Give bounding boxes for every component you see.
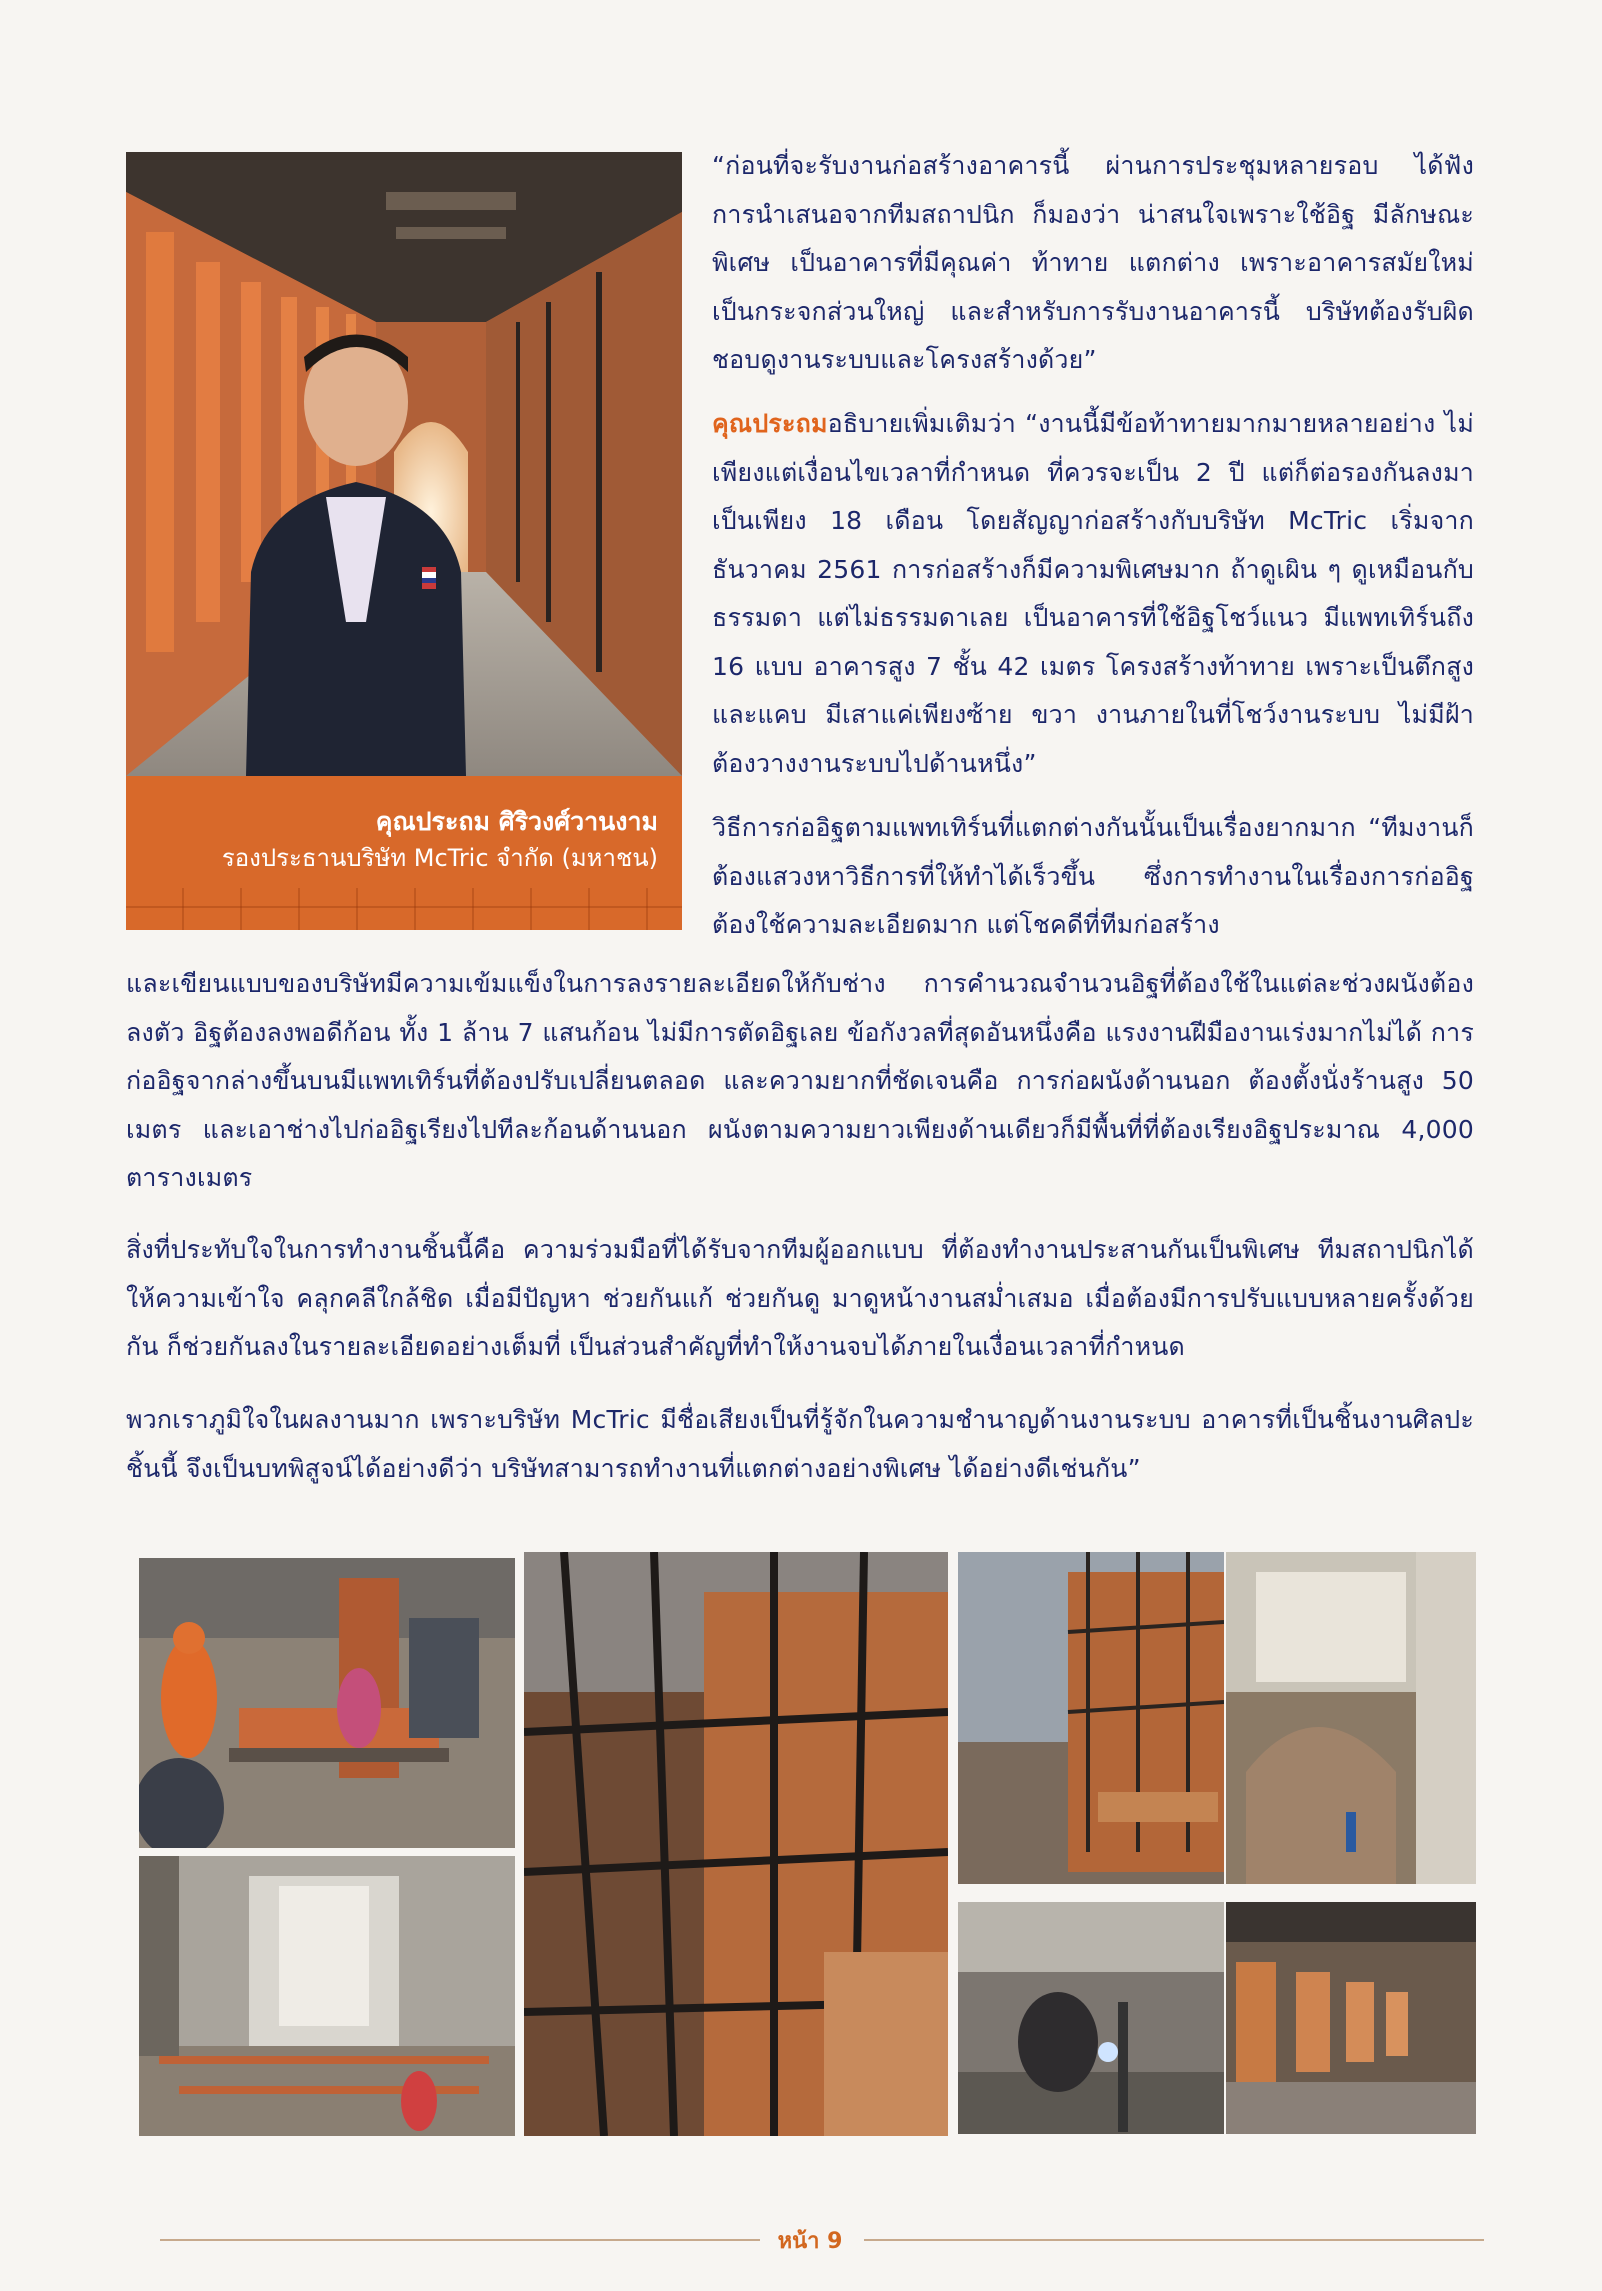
construction-photo-welder [958, 1902, 1224, 2134]
paragraph-5: พวกเราภูมิใจในผลงานมาก เพราะบริษัท McTric มีชื่อเสียงเป็นที่รู้จักในความชำนาญด้านงานระบบ อาคารที่เป็นชิ้นงานศิลปะชิ้นนี้ จึงเป็นบทพิสูจน์ได้อย่างดีว่า บริษัทสามารถทำงานที่แตกต่างอย่างพิเศษ ได้อย่างดีเช่นกัน” [126, 1405, 1474, 1483]
construction-photo-scaffold-large [524, 1552, 948, 2136]
paragraph-2 [712, 400, 1474, 788]
footer-rule-left [160, 2239, 760, 2241]
construction-photo-workers [139, 1558, 515, 1848]
paragraph-2-body: อธิบายเพิ่มเติมว่า “งานนี้มีข้อท้าทายมากมายหลายอย่าง ไม่เพียงแต่เงื่อนไขเวลาที่กำหนด ที่ควรจะเป็น 2 ปี แต่ก็ต่อรองกันลงมาเป็นเพียง 18 เดือน โดยสัญญาก่อสร้างกับบริษัท McTric เริ่มจาก ธันวาคม 2561 การก่อสร้างก็มีความพิเศษมาก ถ้าดูเผิน ๆ ดูเหมือนกับธรรมดา แต่ไม่ธรรมดาเลย เป็นอาคารที่ใช้อิฐโชว์แนว มีแพทเทิร์นถึง 16 แบบ อาคารสูง 7 ชั้น 42 เมตร โครงสร้างท้าทาย เพราะเป็นตึกสูงและแคบ มีเสาแค่เพียงซ้าย ขวา งานภายในที่โชว์งานระบบ ไม่มีฝ้า ต้องวางงานระบบไปด้านหนึ่ง” [712, 409, 1474, 778]
construction-photo-facade [958, 1552, 1224, 1884]
person-name: คุณประถม ศิริวงศ์วานงาม [375, 807, 658, 836]
construction-photo-arches [1226, 1552, 1476, 1884]
speaker-highlight: คุณประถม [712, 409, 828, 438]
quote-paragraph-1: “ก่อนที่จะรับงานก่อสร้างอาคารนี้ ผ่านการประชุมหลายรอบ ได้ฟังการนำเสนอจากทีมสถาปนิก ก็มองว่า น่าสนใจเพราะใช้อิฐ มีลักษณะพิเศษ เป็นอาคารที่มีคุณค่า ท้าทาย แตกต่าง เพราะอาคารสมัยใหม่เป็นกระจกส่วนใหญ่ และสำหรับการรับงานอาคารนี้ บริษัทต้องรับผิดชอบดูงานระบบและโครงสร้างด้วย” [712, 151, 1474, 374]
portrait-photo [126, 152, 682, 776]
footer-rule-right [864, 2239, 1484, 2241]
page-number: หน้า 9 [777, 2229, 843, 2254]
construction-photo-hall [139, 1856, 515, 2136]
caption-area [126, 776, 682, 930]
person-title: รองประธานบริษัท McTric จำกัด (มหาชน) [221, 844, 658, 872]
construction-photo-interior [1226, 1902, 1476, 2134]
paragraph-3-continued: และเขียนแบบของบริษัทมีความเข้มแข็งในการลงรายละเอียดให้กับช่าง การคำนวณจำนวนอิฐที่ต้องใช้ในแต่ละช่วงผนังต้องลงตัว อิฐต้องลงพอดีก้อน ทั้ง 1 ล้าน 7 แสนก้อน ไม่มีการตัดอิฐเลย ข้อกังวลที่สุดอันหนึ่งคือ แรงงานฝีมืองานเร่งมากไม่ได้ การก่ออิฐจากล่างขึ้นบนมีแพทเทิร์นที่ต้องปรับเปลี่ยนตลอด และความยากที่ชัดเจนคือ การก่อผนังด้านนอก ต้องตั้งนั่งร้านสูง 50 เมตร และเอาช่างไปก่ออิฐเรียงไปทีละก้อนด้านนอก ผนังตามความยาวเพียงด้านเดียวก็มีพื้นที่ที่ต้องเรียงอิฐประมาณ 4,000 ตารางเมตร [126, 969, 1474, 1192]
paragraph-4: สิ่งที่ประทับใจในการทำงานชิ้นนี้คือ ความร่วมมือที่ได้รับจากทีมผู้ออกแบบ ที่ต้องทำงานประสานกันเป็นพิเศษ ทีมสถาปนิกได้ให้ความเข้าใจ คลุกคลีใกล้ชิด เมื่อมีปัญหา ช่วยกันแก้ ช่วยกันดู มาดูหน้างานสม่ำเสมอ เมื่อต้องมีการปรับแบบหลายครั้งด้วยกัน ก็ช่วยกันลงในรายละเอียดอย่างเต็มที่ เป็นส่วนสำคัญที่ทำให้งานจบได้ภายในเงื่อนเวลาที่กำหนด [126, 1235, 1474, 1361]
paragraph-3-top: วิธีการก่ออิฐตามแพทเทิร์นที่แตกต่างกันนั้นเป็นเรื่องยากมาก “ทีมงานก็ต้องแสวงหาวิธีการที่ให้ทำได้เร็วขึ้น ซึ่งการทำงานในเรื่องการก่ออิฐต้องใช้ความละเอียดมาก แต่โชคดีที่ทีมก่อสร้าง [712, 813, 1474, 939]
